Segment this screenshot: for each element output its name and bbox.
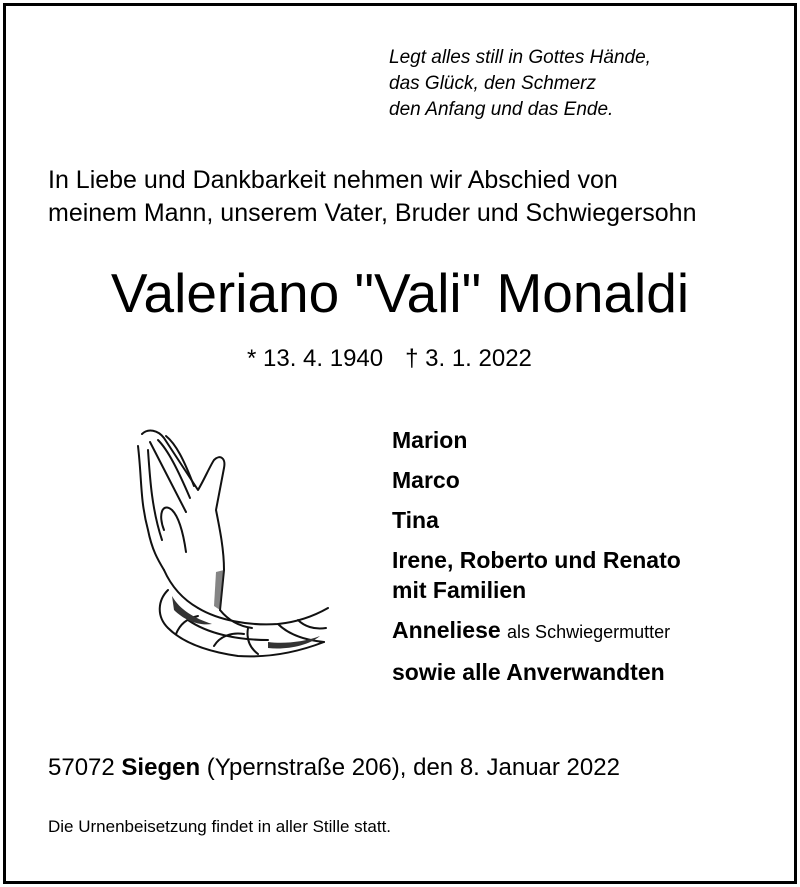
birth-date: * 13. 4. 1940 (247, 345, 384, 372)
deceased-name: Valeriano "Vali" Monaldi (110, 262, 690, 324)
mourner-name: Anneliese (392, 617, 501, 643)
mourner-name: Tina (392, 507, 439, 533)
mourner-siblings (392, 545, 681, 605)
mourner-name: Marco (392, 467, 460, 493)
place-and-date (48, 752, 620, 784)
city: Siegen (121, 754, 201, 781)
burial-notice: Die Urnenbeisetzung findet in aller Stille statt. (48, 817, 392, 836)
death-date: † 3. 1. 2022 (405, 345, 532, 372)
intro-text (48, 164, 697, 230)
mourners-list (392, 425, 681, 697)
intro-line: meinem Mann, unserem Vater, Bruder und Schwiegersohn (48, 199, 697, 227)
address-and-date: (Ypernstraße 206), den 8. Januar 2022 (206, 754, 620, 781)
mourner-role: als Schwiegermutter (507, 622, 671, 642)
poem (389, 45, 651, 123)
praying-hands-icon (128, 420, 334, 660)
mourner-mother-in-law (392, 615, 681, 647)
intro-line: In Liebe und Dankbarkeit nehmen wir Abschied von (48, 166, 618, 194)
mourner-name: mit Familien (392, 577, 527, 603)
poem-line: das Glück, den Schmerz (389, 73, 596, 94)
mourner-name: Marion (392, 427, 468, 453)
mourner-name: Irene, Roberto und Renato (392, 547, 681, 573)
mourner-relatives: sowie alle Anverwandten (392, 659, 665, 685)
poem-line: den Anfang und das Ende. (389, 99, 614, 120)
zip-code: 57072 (48, 754, 115, 781)
poem-line: Legt alles still in Gottes Hände, (389, 47, 651, 68)
life-dates (247, 343, 532, 375)
